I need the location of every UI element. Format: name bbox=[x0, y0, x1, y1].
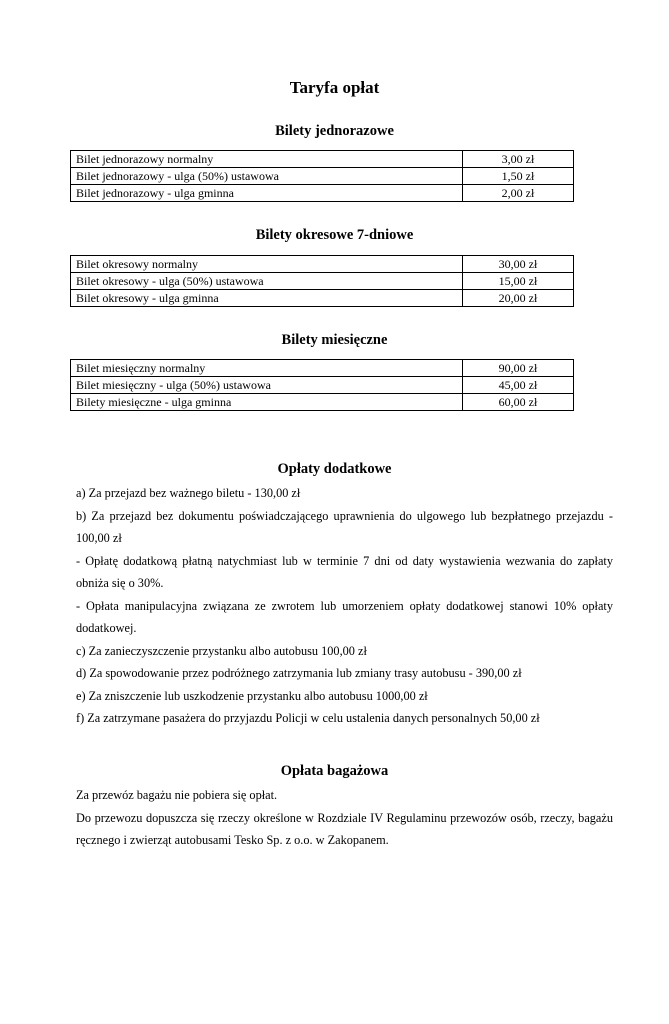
ticket-price: 90,00 zł bbox=[463, 360, 574, 377]
list-item: d) Za spowodowanie przez podróżnego zatrzymania lub zmiany trasy autobusu - 390,00 zł bbox=[76, 666, 522, 680]
list-item: - Opłatę dodatkową płatną natychmiast lub w terminie 7 dni od daty wystawienia wezwania do zapłaty obniża się o 30%. bbox=[76, 553, 613, 590]
paragraph: Za przewóz bagażu nie pobiera się opłat. bbox=[76, 788, 278, 802]
ticket-price: 3,00 zł bbox=[463, 151, 574, 168]
fare-table-jednorazowe bbox=[70, 150, 574, 202]
ticket-name: Bilet jednorazowy - ulga gminna bbox=[71, 185, 463, 202]
table-row bbox=[71, 185, 574, 202]
section-title-okresowe: Bilety okresowe 7-dniowe bbox=[255, 227, 414, 243]
section-title-dodatkowe: Opłaty dodatkowe bbox=[277, 461, 392, 477]
section-title-bagazowa: Opłata bagażowa bbox=[280, 763, 389, 779]
ticket-name: Bilet jednorazowy - ulga (50%) ustawowa bbox=[71, 168, 463, 185]
ticket-price: 60,00 zł bbox=[463, 394, 574, 411]
ticket-price: 30,00 zł bbox=[463, 256, 574, 273]
ticket-name: Bilet jednorazowy normalny bbox=[71, 151, 463, 168]
fare-table-okresowe bbox=[70, 255, 574, 307]
ticket-price: 2,00 zł bbox=[463, 185, 574, 202]
fare-table-miesieczne bbox=[70, 359, 574, 411]
luggage-fee-text bbox=[76, 784, 613, 852]
ticket-name: Bilety miesięczne - ulga gminna bbox=[71, 394, 463, 411]
ticket-name: Bilet okresowy - ulga gminna bbox=[71, 290, 463, 307]
table-row bbox=[71, 290, 574, 307]
ticket-price: 1,50 zł bbox=[463, 168, 574, 185]
additional-fees-list bbox=[76, 482, 613, 730]
list-item: b) Za przejazd bez dokumentu poświadczającego uprawnienia do ulgowego lub bezpłatnego przejazdu - 100,00 zł bbox=[76, 508, 613, 545]
ticket-price: 45,00 zł bbox=[463, 377, 574, 394]
ticket-name: Bilet okresowy normalny bbox=[71, 256, 463, 273]
table-row bbox=[71, 168, 574, 185]
list-item: e) Za zniszczenie lub uszkodzenie przystanku albo autobusu 1000,00 zł bbox=[76, 688, 428, 703]
section-title-miesieczne: Bilety miesięczne bbox=[281, 332, 388, 348]
table-row bbox=[71, 151, 574, 168]
page-title: Taryfa opłat bbox=[289, 78, 380, 97]
ticket-price: 20,00 zł bbox=[463, 290, 574, 307]
paragraph: Do przewozu dopuszcza się rzeczy określone w Rozdziale IV Regulaminu przewozów osób, rzeczy, bagażu ręcznego i zwierząt autobusami Tesko Sp. z o.o. w Zakopanem. bbox=[76, 810, 613, 847]
list-item: - Opłata manipulacyjna związana ze zwrotem lub umorzeniem opłaty dodatkowej stanowi 10% opłaty dodatkowej. bbox=[76, 598, 613, 635]
section-title-jednorazowe: Bilety jednorazowe bbox=[275, 123, 394, 139]
table-row bbox=[71, 273, 574, 290]
ticket-name: Bilet okresowy - ulga (50%) ustawowa bbox=[71, 273, 463, 290]
ticket-price: 15,00 zł bbox=[463, 273, 574, 290]
list-item: a) Za przejazd bez ważnego biletu - 130,00 zł bbox=[76, 486, 301, 500]
list-item: f) Za zatrzymane pasażera do przyjazdu Policji w celu ustalenia danych personalnych 50,00 zł bbox=[76, 711, 540, 725]
list-item: c) Za zanieczyszczenie przystanku albo autobusu 100,00 zł bbox=[76, 643, 367, 658]
table-row bbox=[71, 256, 574, 273]
table-row bbox=[71, 360, 574, 377]
ticket-name: Bilet miesięczny - ulga (50%) ustawowa bbox=[71, 377, 463, 394]
table-row bbox=[71, 377, 574, 394]
table-row bbox=[71, 394, 574, 411]
ticket-name: Bilet miesięczny normalny bbox=[71, 360, 463, 377]
